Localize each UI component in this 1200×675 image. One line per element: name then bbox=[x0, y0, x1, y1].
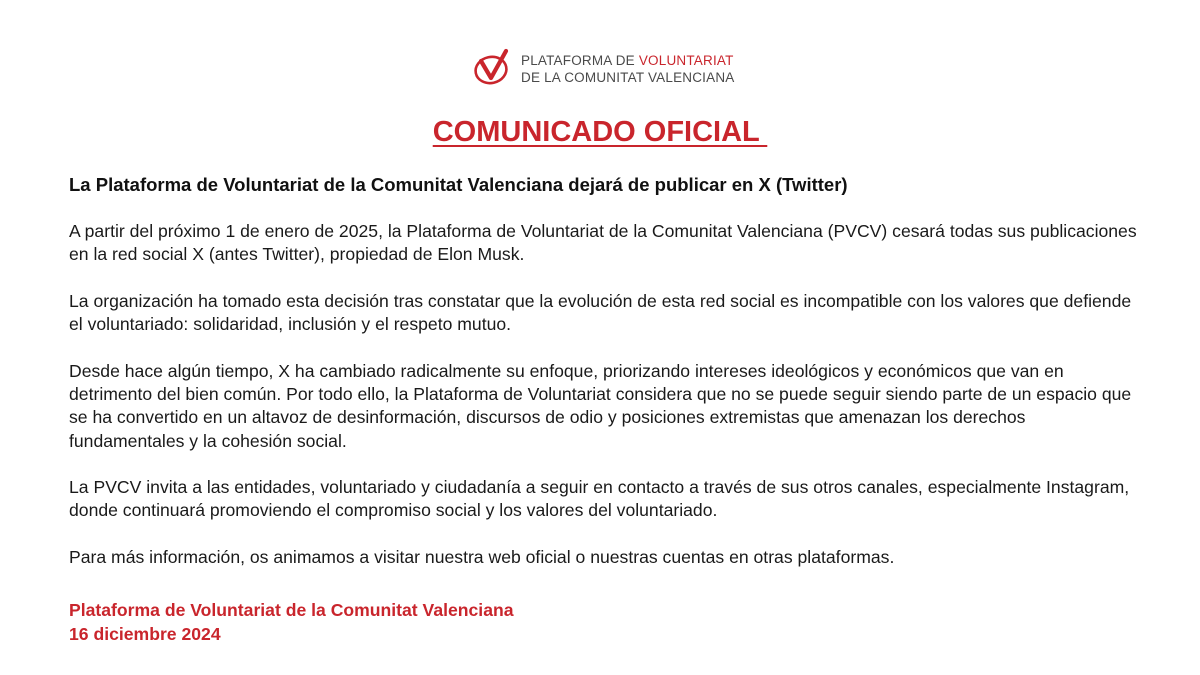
page-title-text: COMUNICADO OFICIAL bbox=[432, 116, 768, 148]
paragraph-4: La PVCV invita a las entidades, voluntariado y ciudadanía a seguir en contacto a través de sus otros canales, especialmente Instagram, donde continuará promoviendo el compromiso social y los valores del voluntariado. bbox=[69, 477, 1130, 521]
logo-line-1: PLATAFORMA DE VOLUNTARIAT bbox=[521, 53, 734, 68]
page-title bbox=[0, 114, 1200, 150]
logo-line-2: DE LA COMUNITAT VALENCIANA bbox=[521, 70, 735, 85]
checkmark-circle-icon bbox=[473, 48, 513, 86]
organization-logo bbox=[473, 46, 733, 90]
paragraph-3: Desde hace algún tiempo, X ha cambiado radicalmente su enfoque, priorizando intereses ideológicos y económicos que van en detrimento del bien común. Por todo ello, la Plataforma de Voluntariat considera que no se puede seguir siendo parte de un espacio que se ha convertido en un altavoz de desinformación, discursos de odio y posiciones extremistas que amenazan los derechos fundamentales y la cohesión social. bbox=[69, 361, 1132, 451]
signature-organization: Plataforma de Voluntariat de la Comunitat Valenciana bbox=[69, 600, 514, 620]
paragraph-1: A partir del próximo 1 de enero de 2025, la Plataforma de Voluntariat de la Comunitat Valenciana (PVCV) cesará todas sus publicaciones en la red social X (antes Twitter), propiedad de Elon Musk. bbox=[69, 221, 1137, 265]
logo-wordmark bbox=[521, 52, 735, 86]
paragraph-2: La organización ha tomado esta decisión tras constatar que la evolución de esta red social es incompatible con los valores que defiende el voluntariado: solidaridad, inclusión y el respeto mutuo. bbox=[69, 291, 1132, 335]
announcement-headline: La Plataforma de Voluntariat de la Comunitat Valenciana dejará de publicar en X (Twitter) bbox=[69, 174, 848, 195]
paragraph-5: Para más información, os animamos a visitar nuestra web oficial o nuestras cuentas en otras plataformas. bbox=[69, 547, 895, 567]
signature-block bbox=[69, 598, 514, 646]
signature-date: 16 diciembre 2024 bbox=[69, 624, 221, 644]
